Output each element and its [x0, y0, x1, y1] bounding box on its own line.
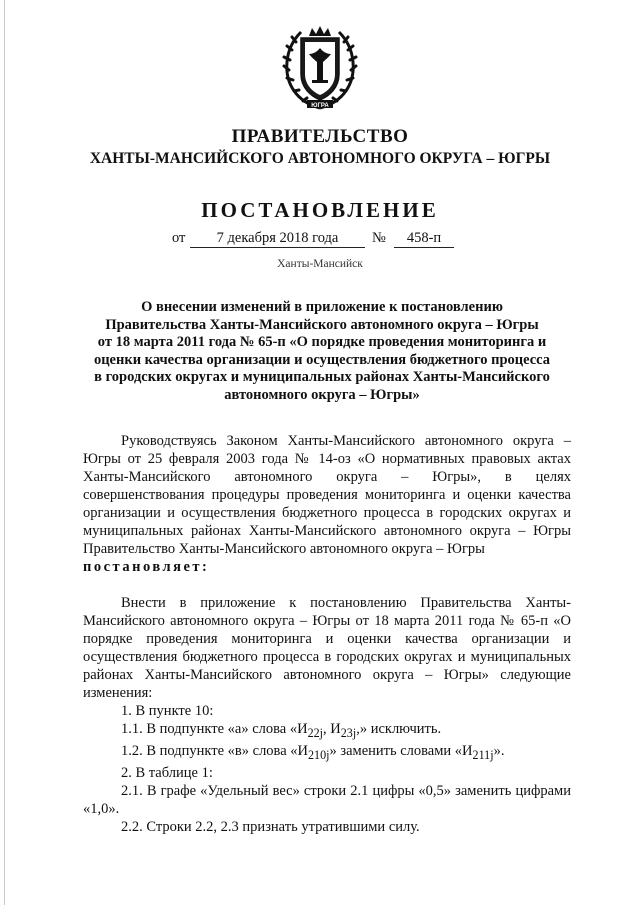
coat-of-arms-icon — [279, 22, 361, 114]
item-1-2-sub-a: 210j — [308, 747, 330, 762]
heading-line: автономного округа – Югры» — [224, 386, 420, 403]
item-1-2-end: ». — [493, 742, 505, 759]
emblem-caption: ЮГРА — [311, 103, 329, 109]
date-number-line — [172, 230, 472, 250]
city-label: Ханты-Мансийск — [277, 258, 363, 270]
heading-line: в городских округах и муниципальных районах Ханты-Мансийского — [94, 369, 550, 385]
heading-line: Правительства Ханты-Мансийского автономного округа – Югры — [105, 316, 539, 333]
heading-line: О внесении изменений в приложение к постановлению — [141, 299, 503, 315]
document-heading — [88, 299, 556, 404]
heading-line: от 18 марта 2011 года № 65-п «О порядке проведения мониторинга и — [97, 334, 547, 350]
preamble-text: Руководствуясь Законом Ханты-Мансийского автономного округа – Югры от 25 февраля 2003 года № 14-оз «О нормативных правовых актах Ханты-Мансийского автономного округа – Югры», в целях совершенствования процедуры проведения мониторинга и оценки качества организации и осуществления бюджетного процесса в городских округах и муниципальных районах Ханты-Мансийского автономного округа – Югры Правительство Ханты-Мансийского автономного округа – Югры — [83, 433, 571, 557]
list-item — [83, 818, 571, 836]
from-label: от — [172, 230, 186, 246]
item-1-2-mid: » заменить словами «И — [329, 742, 473, 759]
number-label: № — [372, 230, 386, 246]
item-1-2-text: 1.2. В подпункте «в» слова «И — [121, 742, 308, 759]
list-item — [83, 764, 571, 782]
item-1-text: 1. В пункте 10: — [121, 703, 214, 719]
item-1-1-mid: , И — [323, 721, 341, 737]
list-item — [83, 720, 571, 742]
main-text: Внести в приложение к постановлению Правительства Ханты-Мансийского автономного округа – Югры от 18 марта 2011 года № 65-п «О порядке проведения мониторинга и оценки качества организации и осуществления бюджетного процесса в городских округах и муниципальных районах Ханты-Мансийского автономного округа – Югры» следующие изменения: — [83, 595, 571, 701]
item-1-1-sub-b: 23j — [340, 725, 357, 740]
item-1-2-sub-b: 211j — [472, 747, 494, 762]
document-body — [83, 432, 571, 836]
list-item — [83, 702, 571, 720]
preamble-paragraph — [83, 432, 571, 558]
list-item — [83, 742, 571, 764]
gov-subtitle: ХАНТЫ-МАНСИЙСКОГО АВТОНОМНОГО ОКРУГА – ЮГРЫ — [89, 150, 551, 167]
item-1-1-sub-a: 22j — [307, 725, 324, 740]
item-1-1-text: 1.1. В подпункте «а» слова «И — [121, 721, 308, 737]
item-1-1-end: ,» исключить. — [356, 721, 442, 737]
document-number: 458-п — [394, 230, 454, 248]
item-2-1-text: 2.1. В графе «Удельный вес» строки 2.1 цифры «0,5» заменить цифрами «1,0». — [83, 782, 571, 817]
list-item — [83, 782, 571, 818]
heading-line: оценки качества организации и осуществления бюджетного процесса — [93, 351, 551, 368]
main-paragraph — [83, 594, 571, 702]
doc-type-title: ПОСТАНОВЛЕНИЕ — [201, 198, 439, 222]
resolves-line — [83, 558, 571, 576]
gov-title: ПРАВИТЕЛЬСТВО — [231, 126, 409, 147]
document-date: 7 декабря 2018 года — [190, 230, 365, 248]
item-2-text: 2. В таблице 1: — [121, 764, 213, 781]
item-2-2-text: 2.2. Строки 2.2, 2.3 признать утратившими силу. — [121, 818, 420, 835]
resolves-word: постановляет: — [83, 559, 210, 575]
